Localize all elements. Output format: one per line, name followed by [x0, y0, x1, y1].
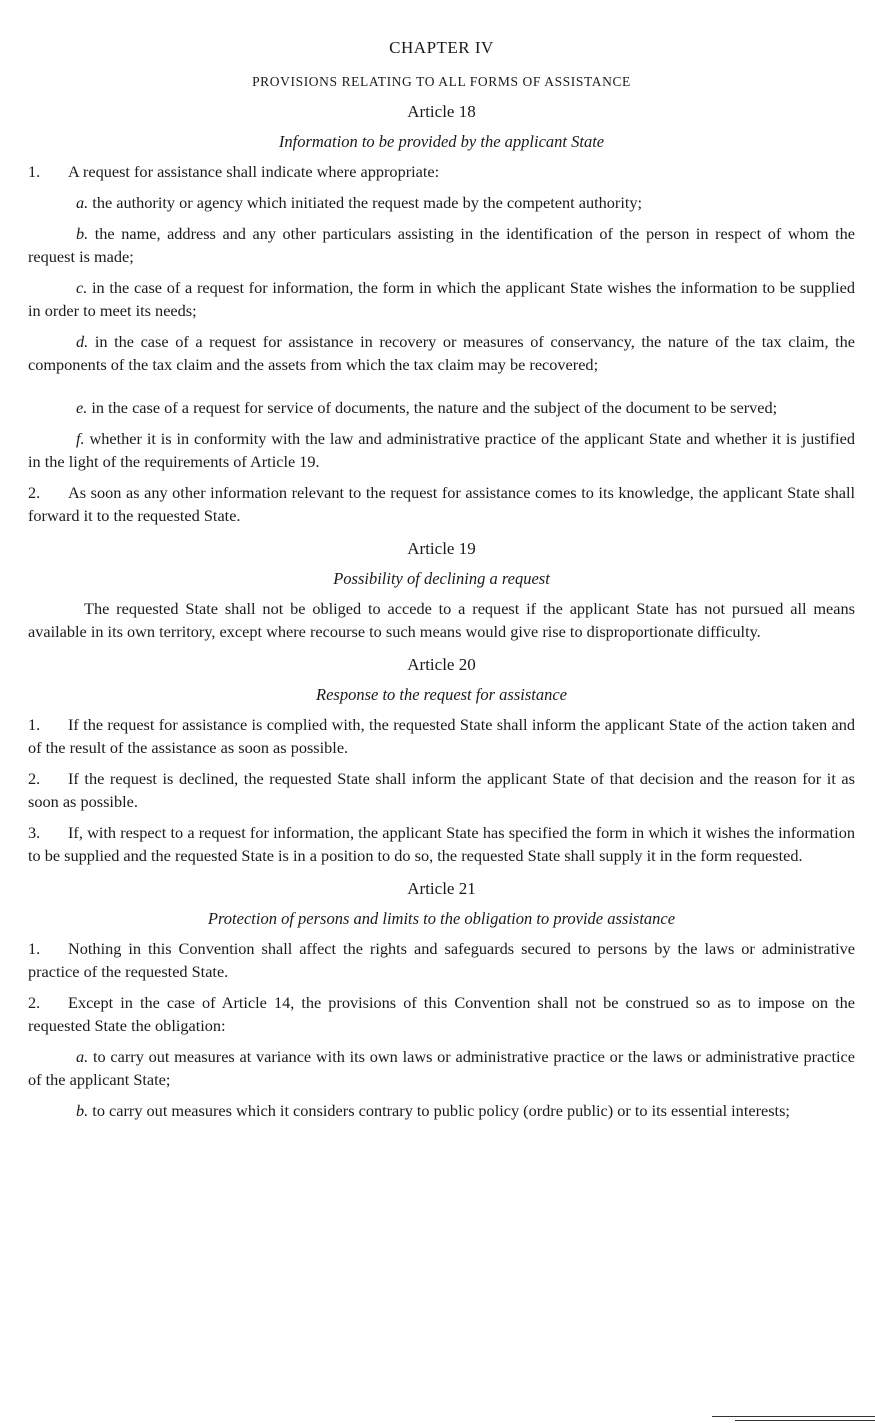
footer-rule-secondary	[735, 1420, 875, 1421]
para-text: Except in the case of Article 14, the provisions of this Convention shall not be construed so as to impose on the requested State the obligation:	[28, 993, 855, 1035]
article-18-item-d	[28, 330, 855, 376]
article-21-item-a	[28, 1045, 855, 1091]
item-letter: d.	[76, 332, 89, 351]
item-text: to carry out measures at variance with its own laws or administrative practice or the laws or administrative practice of the applicant State;	[28, 1047, 855, 1089]
para-text: Nothing in this Convention shall affect the rights and safeguards secured to persons by the laws or administrative practice of the requested State.	[28, 939, 855, 981]
para-number: 1.	[28, 715, 41, 734]
para-number: 2.	[28, 993, 41, 1012]
article-18-item-e	[28, 396, 855, 419]
article-20-heading: Response to the request for assistance	[316, 685, 567, 704]
item-letter: c.	[76, 278, 88, 297]
article-18-para-2	[28, 481, 855, 527]
item-text: the name, address and any other particulars assisting in the identification of the person in respect of whom the request is made;	[28, 224, 855, 266]
item-text: the authority or agency which initiated the request made by the competent authority;	[92, 193, 643, 212]
para-text: If the request is declined, the requested State shall inform the applicant State of that decision and the reason for it as soon as possible.	[28, 769, 855, 811]
article-20-title: Article 20	[407, 655, 476, 674]
article-19-heading: Possibility of declining a request	[333, 569, 550, 588]
article-20-para-1	[28, 713, 855, 759]
article-20-para-2	[28, 767, 855, 813]
article-19-para: The requested State shall not be obliged to accede to a request if the applicant State has not pursued all means available in its own territory, except where recourse to such means would give rise to disproportionate difficulty.	[28, 599, 855, 641]
article-18-para-1	[28, 160, 855, 183]
item-letter: a.	[76, 1047, 89, 1066]
para-number: 1.	[28, 162, 41, 181]
para-number: 2.	[28, 483, 41, 502]
article-19-title: Article 19	[407, 539, 476, 558]
item-text: to carry out measures which it considers contrary to public policy (ordre public) or to its essential interests;	[92, 1101, 790, 1120]
item-text: in the case of a request for assistance in recovery or measures of conservancy, the nature of the tax claim, the components of the tax claim and the assets from which the tax claim may be recovered;	[28, 332, 856, 374]
article-18-item-f	[28, 427, 855, 473]
para-text: If, with respect to a request for information, the applicant State has specified the form in which it wishes the information to be supplied and the requested State is in a position to do so, the requested State shall supply it in the form requested.	[28, 823, 855, 865]
document-page	[0, 38, 875, 1423]
article-21-item-b	[28, 1099, 855, 1122]
item-text: whether it is in conformity with the law and administrative practice of the applicant State and whether it is justified in the light of the requirements of Article 19.	[28, 429, 855, 471]
article-18-heading: Information to be provided by the applicant State	[278, 132, 605, 151]
article-18-item-a	[28, 191, 855, 214]
chapter-subtitle: PROVISIONS RELATING TO ALL FORMS OF ASSISTANCE	[252, 74, 631, 89]
article-21-para-1	[28, 937, 855, 983]
chapter-title: CHAPTER IV	[389, 38, 494, 57]
article-21-para-2	[28, 991, 855, 1037]
para-number: 1.	[28, 939, 41, 958]
para-text: If the request for assistance is complied with, the requested State shall inform the applicant State of the action taken and of the result of the assistance as soon as possible.	[28, 715, 855, 757]
footer-rule	[712, 1416, 875, 1417]
para-text: A request for assistance shall indicate where appropriate:	[68, 162, 440, 181]
article-20-para-3	[28, 821, 855, 867]
para-number: 3.	[28, 823, 41, 842]
item-letter: b.	[76, 224, 89, 243]
item-text: in the case of a request for service of documents, the nature and the subject of the document to be served;	[91, 398, 778, 417]
para-number: 2.	[28, 769, 41, 788]
item-letter: e.	[76, 398, 88, 417]
item-letter: a.	[76, 193, 89, 212]
article-18-item-b	[28, 222, 855, 268]
item-letter: b.	[76, 1101, 89, 1120]
article-21-heading: Protection of persons and limits to the obligation to provide assistance	[207, 909, 676, 928]
para-text: As soon as any other information relevant to the request for assistance comes to its knowledge, the applicant State shall forward it to the requested State.	[28, 483, 855, 525]
article-21-title: Article 21	[407, 879, 476, 898]
item-letter: f.	[76, 429, 85, 448]
article-18-item-c	[28, 276, 855, 322]
article-18-title: Article 18	[407, 102, 476, 121]
item-text: in the case of a request for information, the form in which the applicant State wishes the information to be supplied in order to meet its needs;	[28, 278, 855, 320]
